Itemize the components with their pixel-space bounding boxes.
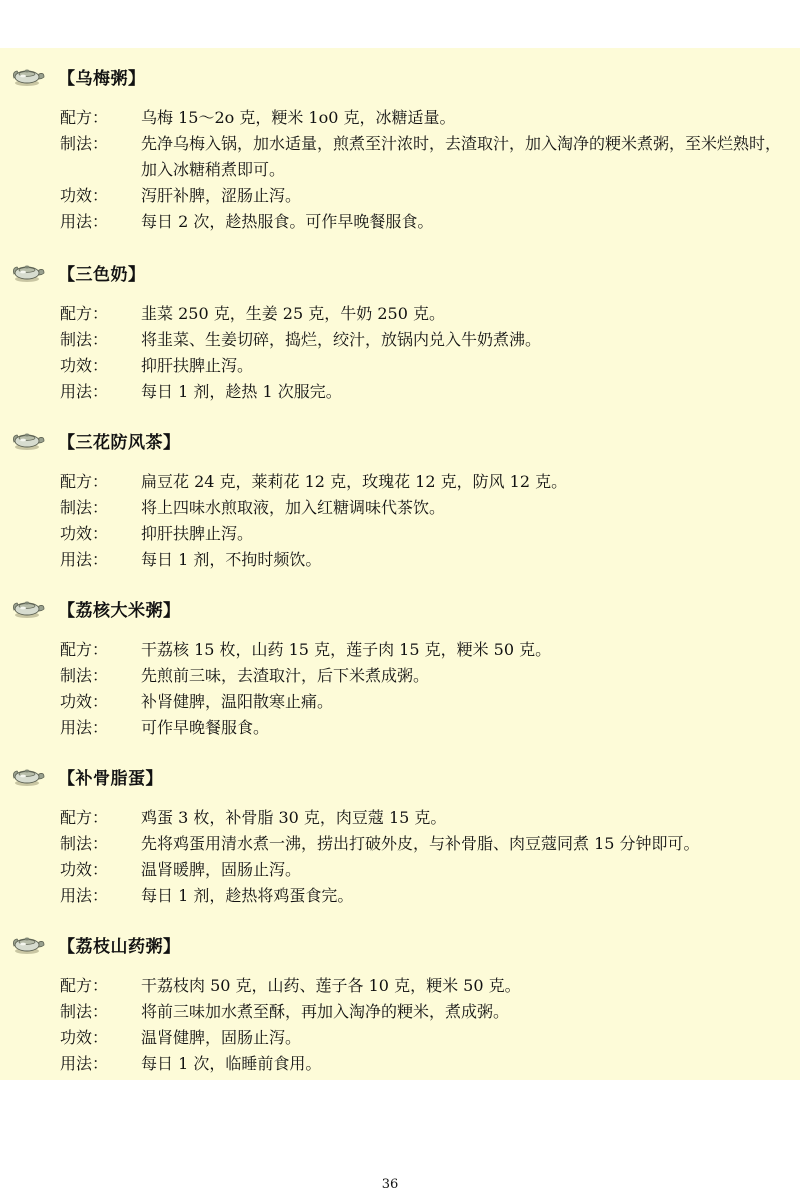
recipe-block xyxy=(0,760,800,905)
recipe-title: 【补骨脂蛋】 xyxy=(58,769,163,789)
recipe-field xyxy=(0,131,800,183)
recipe-block xyxy=(0,424,800,569)
field-label: 功效： xyxy=(60,692,109,711)
field-label: 制法： xyxy=(60,134,109,153)
field-label: 配方： xyxy=(60,976,109,995)
field-label: 用法： xyxy=(60,886,109,905)
field-label: 用法： xyxy=(60,718,109,737)
field-value: 乌梅 15～2o 克，粳米 1o0 克，冰糖适量。 xyxy=(141,108,456,127)
teapot-icon xyxy=(8,930,46,958)
field-label: 配方： xyxy=(60,808,109,827)
recipe-field xyxy=(0,883,800,909)
field-label: 制法： xyxy=(60,330,109,349)
recipe-header xyxy=(0,424,800,454)
field-value: 鸡蛋 3 枚，补骨脂 30 克，肉豆蔻 15 克。 xyxy=(141,808,447,827)
recipe-fields xyxy=(0,301,800,405)
field-value: 每日 1 剂，趁热将鸡蛋食完。 xyxy=(141,886,354,905)
field-value: 先煎前三味，去渣取汁，后下米煮成粥。 xyxy=(141,666,430,685)
recipe-field xyxy=(0,715,800,741)
field-label: 制法： xyxy=(60,834,109,853)
teapot-icon xyxy=(8,258,46,286)
field-value: 每日 1 次，临睡前食用。 xyxy=(141,1054,322,1073)
page-number: 36 xyxy=(381,1177,399,1192)
field-value: 扁豆花 24 克，莱莉花 12 克，玫瑰花 12 克，防风 12 克。 xyxy=(141,472,568,491)
recipe-header xyxy=(0,928,800,958)
recipe-field xyxy=(0,495,800,521)
recipe-field xyxy=(0,663,800,689)
recipe-field xyxy=(0,353,800,379)
field-value: 先净乌梅入锅，加水适量，煎煮至汁浓时，去渣取汁，加入淘净的粳米煮粥，至米烂熟时，加入冰糖稍煮即可。 xyxy=(141,134,782,179)
field-value: 泻肝补脾，涩肠止泻。 xyxy=(141,186,302,205)
recipe-header xyxy=(0,592,800,622)
teapot-icon xyxy=(8,594,46,622)
recipe-field xyxy=(0,999,800,1025)
recipe-field xyxy=(0,327,800,353)
field-label: 制法： xyxy=(60,1002,109,1021)
recipe-field xyxy=(0,1025,800,1051)
recipe-block xyxy=(0,60,800,231)
field-label: 配方： xyxy=(60,640,109,659)
recipe-field xyxy=(0,857,800,883)
recipe-title: 【三色奶】 xyxy=(58,265,146,285)
field-value: 每日 1 剂，趁热 1 次服完。 xyxy=(141,382,342,401)
field-value: 干荔核 15 枚，山药 15 克，莲子肉 15 克，粳米 50 克。 xyxy=(141,640,552,659)
teapot-icon xyxy=(8,762,46,790)
recipe-block xyxy=(0,928,800,1073)
recipe-header xyxy=(0,60,800,90)
field-value: 温肾暖脾，固肠止泻。 xyxy=(141,860,302,879)
recipe-header xyxy=(0,760,800,790)
field-label: 用法： xyxy=(60,382,109,401)
recipe-field xyxy=(0,105,800,131)
recipe-field xyxy=(0,689,800,715)
recipe-field xyxy=(0,805,800,831)
field-label: 制法： xyxy=(60,666,109,685)
recipe-field xyxy=(0,209,800,235)
field-label: 功效： xyxy=(60,860,109,879)
field-label: 配方： xyxy=(60,108,109,127)
field-value: 将上四味水煎取液，加入红糖调味代茶饮。 xyxy=(141,498,446,517)
field-value: 抑肝扶脾止泻。 xyxy=(141,524,254,543)
field-value: 韭菜 250 克，生姜 25 克，牛奶 250 克。 xyxy=(141,304,445,323)
teapot-icon xyxy=(8,426,46,454)
field-value: 每日 1 剂，不拘时频饮。 xyxy=(141,550,322,569)
field-label: 用法： xyxy=(60,550,109,569)
recipe-field xyxy=(0,547,800,573)
field-label: 用法： xyxy=(60,1054,109,1073)
recipe-title: 【三花防风茶】 xyxy=(58,433,181,453)
field-value: 先将鸡蛋用清水煮一沸，捞出打破外皮，与补骨脂、肉豆蔻同煮 15 分钟即可。 xyxy=(141,834,700,853)
field-value: 温肾健脾，固肠止泻。 xyxy=(141,1028,302,1047)
recipe-field xyxy=(0,521,800,547)
recipe-field xyxy=(0,379,800,405)
recipe-field xyxy=(0,831,800,857)
recipe-fields xyxy=(0,973,800,1077)
recipe-fields xyxy=(0,637,800,741)
field-label: 功效： xyxy=(60,524,109,543)
recipe-title: 【荔核大米粥】 xyxy=(58,601,181,621)
field-value: 每日 2 次，趁热服食。可作早晚餐服食。 xyxy=(141,212,434,231)
recipe-field xyxy=(0,301,800,327)
field-value: 将前三味加水煮至酥，再加入淘净的粳米，煮成粥。 xyxy=(141,1002,510,1021)
field-value: 补肾健脾，温阳散寒止痛。 xyxy=(141,692,334,711)
field-label: 配方： xyxy=(60,304,109,323)
recipe-field xyxy=(0,637,800,663)
field-label: 用法： xyxy=(60,212,109,231)
recipe-field xyxy=(0,183,800,209)
field-value: 抑肝扶脾止泻。 xyxy=(141,356,254,375)
recipe-fields xyxy=(0,105,800,235)
recipe-block xyxy=(0,256,800,401)
recipe-title: 【荔枝山药粥】 xyxy=(58,937,181,957)
field-value: 将韭菜、生姜切碎，捣烂，绞汁，放锅内兑入牛奶煮沸。 xyxy=(141,330,542,349)
field-label: 配方： xyxy=(60,472,109,491)
field-label: 功效： xyxy=(60,356,109,375)
field-label: 功效： xyxy=(60,186,109,205)
recipe-field xyxy=(0,1051,800,1077)
recipe-block xyxy=(0,592,800,737)
recipe-header xyxy=(0,256,800,286)
recipe-fields xyxy=(0,805,800,909)
field-value: 可作早晚餐服食。 xyxy=(141,718,270,737)
recipe-fields xyxy=(0,469,800,573)
recipe-title: 【乌梅粥】 xyxy=(58,69,146,89)
field-label: 功效： xyxy=(60,1028,109,1047)
teapot-icon xyxy=(8,62,46,90)
field-label: 制法： xyxy=(60,498,109,517)
recipe-field xyxy=(0,469,800,495)
recipe-field xyxy=(0,973,800,999)
field-value: 干荔枝肉 50 克，山药、莲子各 10 克，粳米 50 克。 xyxy=(141,976,521,995)
